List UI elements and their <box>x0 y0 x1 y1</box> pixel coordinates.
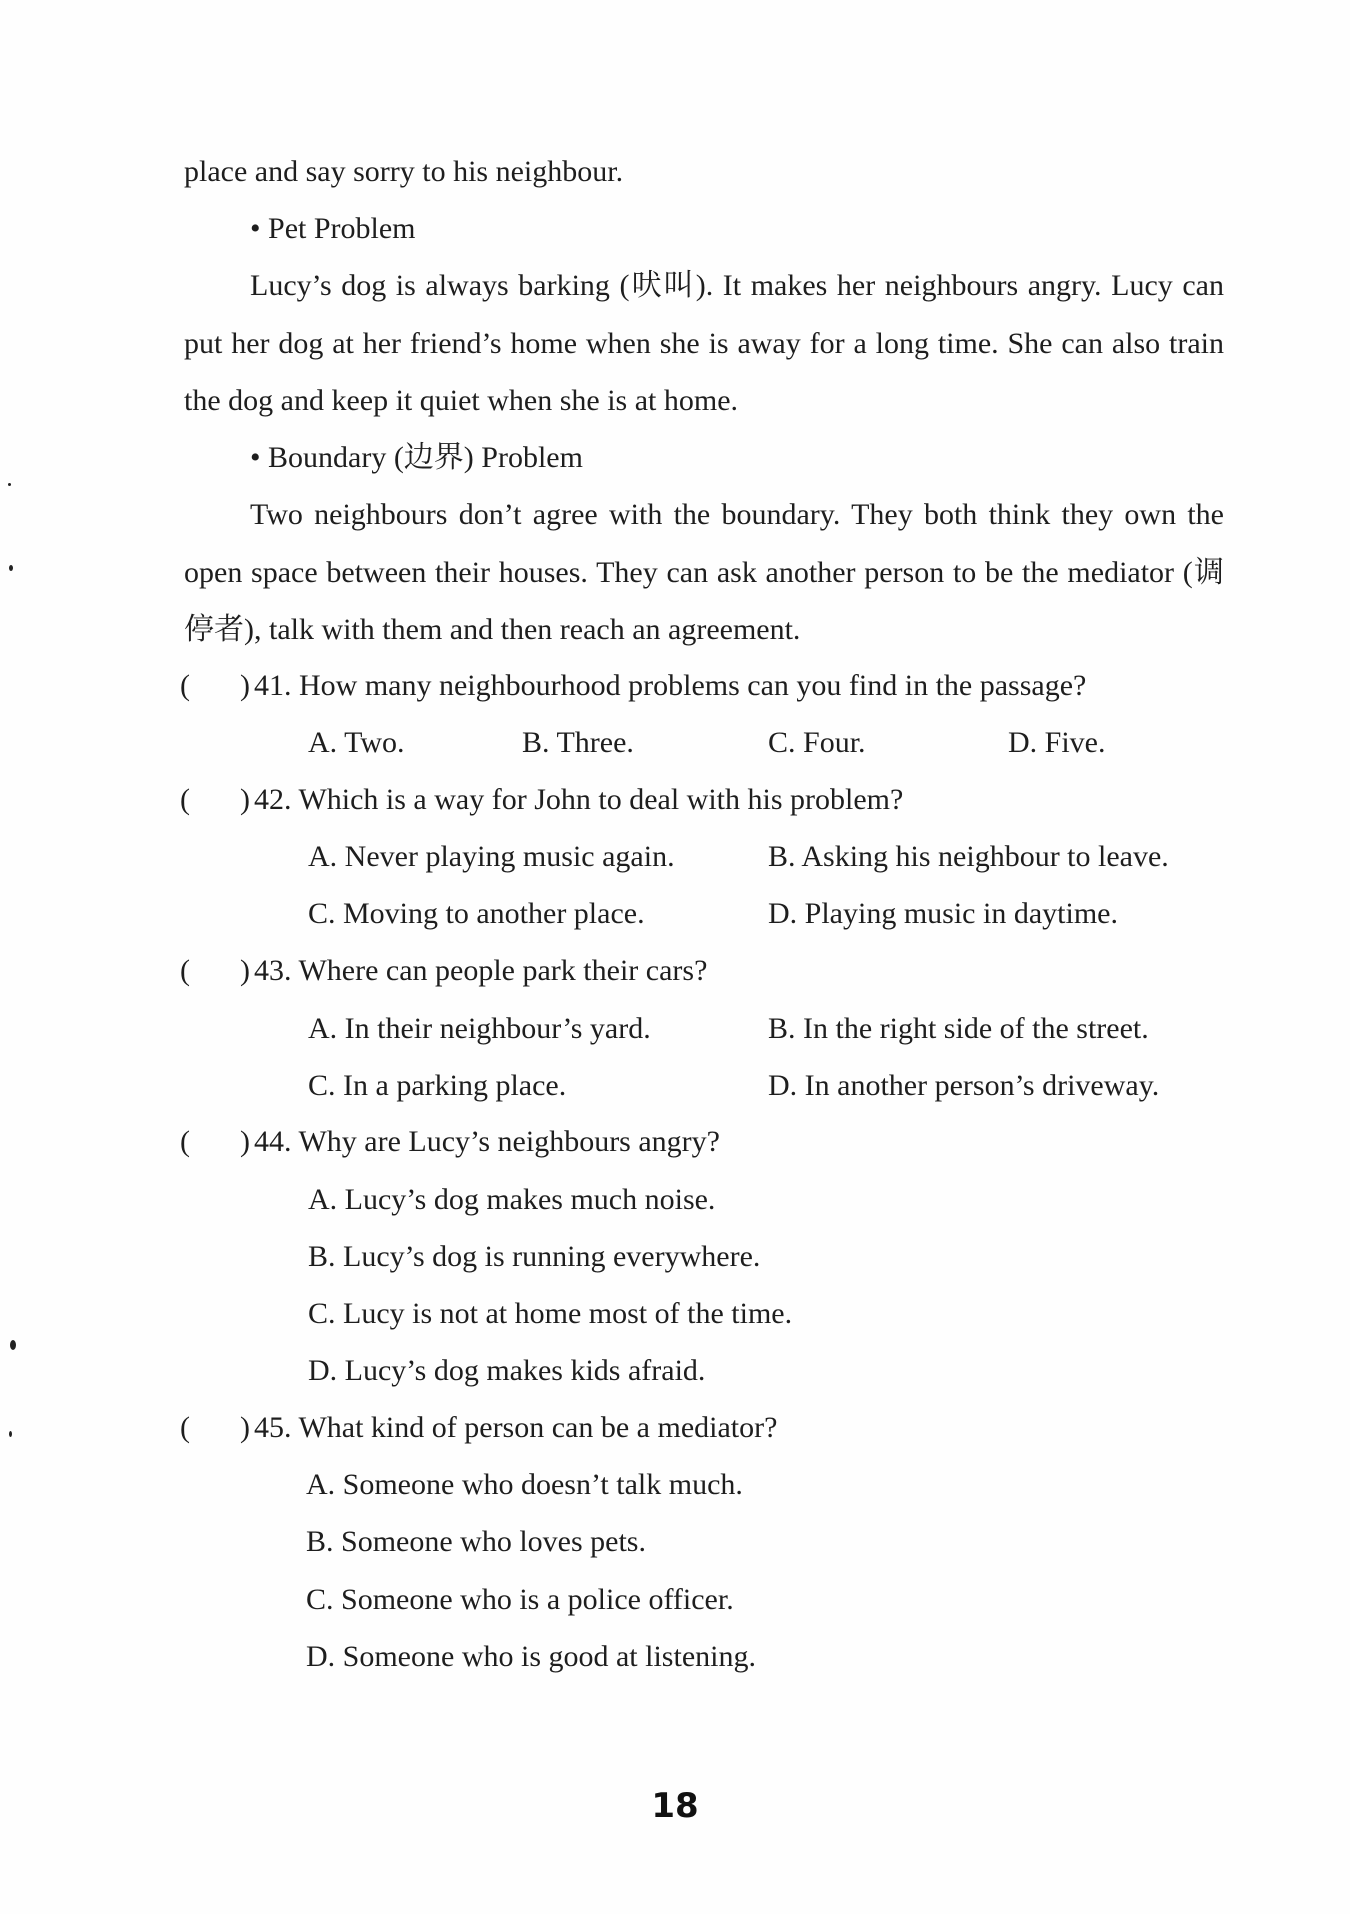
option-c: C. Moving to another place. <box>308 897 645 930</box>
answer-blank-open: ( <box>180 1411 190 1444</box>
option-b: B. Someone who loves pets. <box>306 1525 646 1558</box>
option-d: D. Someone who is good at listening. <box>306 1640 756 1673</box>
answer-blank-open: ( <box>180 669 190 702</box>
question-text: 43. Where can people park their cars? <box>254 954 708 987</box>
question-text: 42. Which is a way for John to deal with his problem? <box>254 783 904 816</box>
answer-blank-open: ( <box>180 783 190 816</box>
page-number: 18 <box>651 1786 699 1826</box>
option-a: A. Someone who doesn’t talk much. <box>306 1468 743 1501</box>
scan-speck <box>8 483 11 486</box>
answer-blank-open: ( <box>180 1125 190 1158</box>
passage-continuation: place and say sorry to his neighbour. <box>184 155 624 188</box>
pet-problem-text: Lucy’s dog is always barking (吠叫). It makes her neighbours angry. Lucy can put her dog at her friend’s home when she is away for a long time. She can also train the dog and keep it quiet when she is at home. <box>184 269 1224 417</box>
option-c: C. Someone who is a police officer. <box>306 1583 734 1616</box>
answer-blank-close: ) <box>240 783 250 816</box>
answer-blank-close: ) <box>240 954 250 987</box>
answer-blank-close: ) <box>240 1125 250 1158</box>
answer-blank-close: ) <box>240 669 250 702</box>
option-d: D. In another person’s driveway. <box>768 1069 1160 1102</box>
scan-speck <box>10 1340 16 1350</box>
option-a: A. In their neighbour’s yard. <box>308 1012 651 1045</box>
answer-blank-close: ) <box>240 1411 250 1444</box>
option-c: C. Lucy is not at home most of the time. <box>308 1297 793 1330</box>
question-text: 44. Why are Lucy’s neighbours angry? <box>254 1125 720 1158</box>
scan-speck <box>9 565 13 571</box>
option-d: D. Lucy’s dog makes kids afraid. <box>308 1354 706 1387</box>
option-a: A. Lucy’s dog makes much noise. <box>308 1183 716 1216</box>
option-c: C. Four. <box>768 726 866 759</box>
boundary-problem-paragraph <box>184 486 1224 659</box>
option-b: B. Asking his neighbour to leave. <box>768 840 1169 873</box>
option-b: B. In the right side of the street. <box>768 1012 1149 1045</box>
pet-problem-paragraph <box>184 257 1224 430</box>
scan-speck <box>9 1431 12 1437</box>
question-text: 45. What kind of person can be a mediator? <box>254 1411 778 1444</box>
option-d: D. Five. <box>1008 726 1106 759</box>
option-d: D. Playing music in daytime. <box>768 897 1118 930</box>
pet-problem-heading: • Pet Problem <box>250 212 416 245</box>
boundary-problem-heading: • Boundary (边界) Problem <box>250 441 583 474</box>
boundary-problem-text: Two neighbours don’t agree with the boundary. They both think they own the open space between their houses. They can ask another person to be the mediator (调停者), talk with them and then reach an agreement. <box>184 498 1224 646</box>
question-text: 41. How many neighbourhood problems can you find in the passage? <box>254 669 1087 702</box>
option-b: B. Lucy’s dog is running everywhere. <box>308 1240 761 1273</box>
option-b: B. Three. <box>522 726 634 759</box>
answer-blank-open: ( <box>180 954 190 987</box>
option-a: A. Never playing music again. <box>308 840 675 873</box>
option-a: A. Two. <box>308 726 405 759</box>
option-c: C. In a parking place. <box>308 1069 567 1102</box>
